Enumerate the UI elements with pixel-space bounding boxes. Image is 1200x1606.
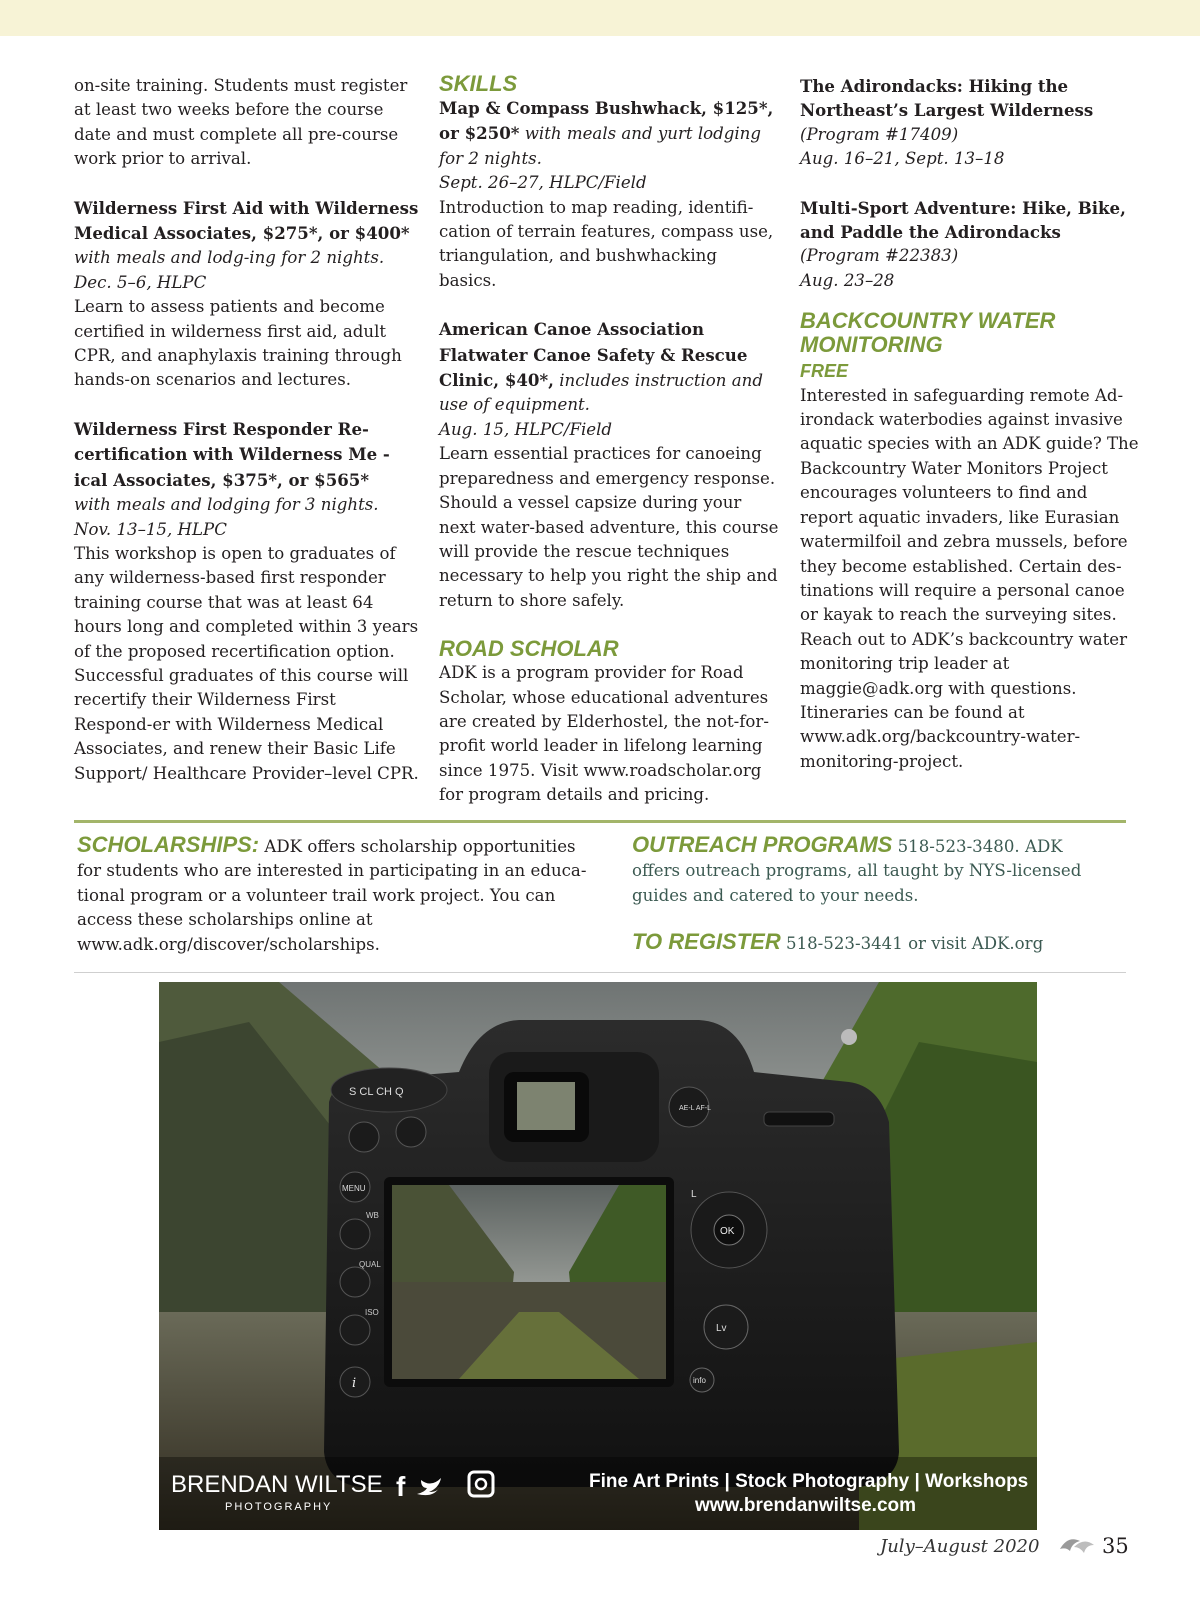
info-label: info bbox=[693, 1376, 706, 1385]
hiking-program-number: (Program #17409) bbox=[800, 124, 959, 144]
playback-button bbox=[349, 1122, 379, 1152]
register-text: 518-523-3441 or visit ADK.org bbox=[780, 934, 1044, 954]
leaf-icon bbox=[1058, 1533, 1096, 1557]
info-i-glyph: i bbox=[352, 1376, 357, 1391]
wfr-course bbox=[74, 417, 419, 786]
issue-date: July–August 2020 bbox=[880, 1536, 1040, 1557]
wfa-date: Dec. 5–6, HLPC bbox=[74, 272, 207, 292]
register-heading: TO REGISTER bbox=[632, 929, 781, 955]
mode-dial-labels: S CL CH Q bbox=[349, 1086, 404, 1098]
road-scholar-heading: ROAD SCHOLAR bbox=[439, 636, 619, 662]
photography-ad bbox=[159, 982, 1037, 1530]
canoe-date: Aug. 15, HLPC/Field bbox=[439, 419, 613, 439]
water-monitoring-heading: BACKCOUNTRY WATER MONITORING bbox=[800, 308, 1056, 358]
outreach-text: 518-523-3480. ADK offers outreach programs, all taught by NYS-licensed guides and catered to your needs. bbox=[632, 837, 1082, 905]
map-date: Sept. 26–27, HLPC/Field bbox=[439, 173, 647, 193]
zoom-out-button bbox=[340, 1315, 370, 1345]
wfr-date: Nov. 13–15, HLPC bbox=[74, 519, 227, 539]
ad-url[interactable]: www.brendanwiltse.com bbox=[695, 1495, 917, 1516]
hiking-date: Aug. 16–21, Sept. 13–18 bbox=[800, 149, 1005, 169]
strap-lug bbox=[841, 1029, 857, 1045]
multisport-program bbox=[800, 196, 1140, 294]
wb-label: WB bbox=[366, 1211, 379, 1220]
outreach-box bbox=[632, 833, 1102, 957]
multisport-date: Aug. 23–28 bbox=[800, 270, 895, 290]
outreach-block bbox=[632, 833, 1102, 908]
column-left bbox=[74, 74, 419, 810]
skills-heading: SKILLS bbox=[439, 71, 518, 96]
register-block bbox=[632, 930, 1102, 956]
intro-text: on-site training. Students must register at least two weeks before the course date and must complete all pre-course work prior to arrival. bbox=[74, 76, 408, 169]
page-number: 35 bbox=[1102, 1534, 1129, 1558]
facebook-icon[interactable]: f bbox=[396, 1471, 406, 1502]
multisport-program-number: (Program #22383) bbox=[800, 246, 959, 266]
canoe-course bbox=[439, 317, 779, 613]
wfa-title-italic: with meals and lodg-ing for 2 nights. bbox=[74, 248, 385, 268]
road-scholar-desc: ADK is a program provider for Road Scholar, whose educational adventures are created by Elderhostel, the not-for-profit world leader in lifelong learning since 1975. Visit www.roadscholar.org for program details and pricing. bbox=[439, 663, 769, 805]
ae-af-lock-label: AE-L AF-L bbox=[679, 1105, 712, 1112]
menu-label: MENU bbox=[342, 1184, 366, 1193]
column-middle bbox=[439, 72, 779, 832]
qual-label: QUAL bbox=[359, 1260, 381, 1269]
multisport-title: Multi-Sport Adventure: Hike, Bike, and Paddle the Adirondacks bbox=[800, 197, 1126, 243]
wfr-title: Wilderness First Responder Re-certification with Wilderness Me - ical Associates, $375*, or $565* bbox=[74, 418, 390, 490]
scholarships-text: ADK offers scholarship opportunities for students who are interested in participating in an educa-tional program or a volunteer trail work project. You can access these scholarships online at www.adk.org/discover/scholarships. bbox=[77, 837, 587, 954]
help-button bbox=[340, 1219, 370, 1249]
column-right bbox=[800, 74, 1140, 798]
iso-label: ISO bbox=[365, 1308, 379, 1317]
hiking-title: The Adirondacks: Hiking the Northeast’s Largest Wilderness bbox=[800, 76, 1094, 121]
wfa-desc: Learn to assess patients and become certified in wilderness first aid, adult CPR, and anaphylaxis training through hands-on scenarios and lectures. bbox=[74, 297, 402, 390]
lock-l-label: L bbox=[691, 1189, 697, 1200]
map-title-italic: with meals and yurt lodging for 2 nights. bbox=[439, 124, 761, 168]
section-divider bbox=[74, 820, 1126, 823]
wfa-course bbox=[74, 196, 419, 393]
map-title: Map & Compass Bushwhack, $125*, or $250* bbox=[439, 98, 774, 144]
water-monitoring-desc: Interested in safeguarding remote Ad-irondack waterbodies against invasive aquatic species with an ADK guide? The Backcountry Water Monitors Project encourages volunteers to find and report aquatic invaders, like Eurasian watermilfoil and zebra mussels, before they become established. Certain des-tinations will require a personal canoe or kayak to reach the surveying sites. Reach out to ADK’s backcountry water monitoring trip leader at maggie@adk.org with questions. Itineraries can be found at www.adk.org/backcountry-water-monitoring-project. bbox=[800, 385, 1139, 771]
viewfinder-window bbox=[517, 1082, 575, 1130]
brand-subtitle: PHOTOGRAPHY bbox=[225, 1501, 333, 1513]
ok-label: OK bbox=[720, 1226, 735, 1237]
canoe-title-italic: includes instruction and use of equipment. bbox=[439, 371, 763, 415]
ad-divider bbox=[74, 972, 1126, 973]
map-course bbox=[439, 96, 779, 293]
canoe-desc: Learn essential practices for canoeing preparedness and emergency response. Should a vessel capsize during your next water-based adventure, this course will provide the rescue techniques necessary to help you right the ship and return to shore safely. bbox=[439, 444, 779, 610]
wfa-title: Wilderness First Aid with Wilderness Medical Associates, $275*, or $400* bbox=[74, 197, 419, 244]
ad-tagline: Fine Art Prints | Stock Photography | Workshops bbox=[589, 1471, 1029, 1492]
canoe-title: American Canoe Association Flatwater Canoe Safety & Rescue Clinic, $40*, bbox=[439, 319, 748, 391]
water-monitoring-free: FREE bbox=[800, 361, 849, 382]
zoom-in-button bbox=[340, 1267, 370, 1297]
delete-button bbox=[396, 1117, 426, 1147]
scholarships-box bbox=[77, 833, 587, 957]
wfr-desc: This workshop is open to graduates of any wilderness-based first responder training course that was at least 64 hours long and completed within 3 years of the proposed recertification option. Successful graduates of this course will recertify their Wilderness First Respond-er with Wilderness Medical Associates, and renew their Basic Life Support/ Healthcare Provider–level CPR. bbox=[74, 543, 419, 783]
lv-label: Lv bbox=[716, 1323, 727, 1334]
ad-scene bbox=[159, 982, 1037, 1530]
outreach-heading: OUTREACH PROGRAMS bbox=[632, 832, 893, 857]
scholarships-heading: SCHOLARSHIPS: bbox=[77, 832, 260, 857]
brand-name: BRENDAN WILTSE bbox=[171, 1471, 383, 1498]
hiking-program bbox=[800, 74, 1140, 172]
map-desc: Introduction to map reading, identifi-cation of terrain features, compass use, triangulation, and bushwhacking basics. bbox=[439, 197, 774, 290]
top-color-band bbox=[0, 0, 1200, 36]
command-dial bbox=[764, 1112, 834, 1126]
wfr-title-italic: with meals and lodging for 3 nights. bbox=[74, 495, 379, 515]
